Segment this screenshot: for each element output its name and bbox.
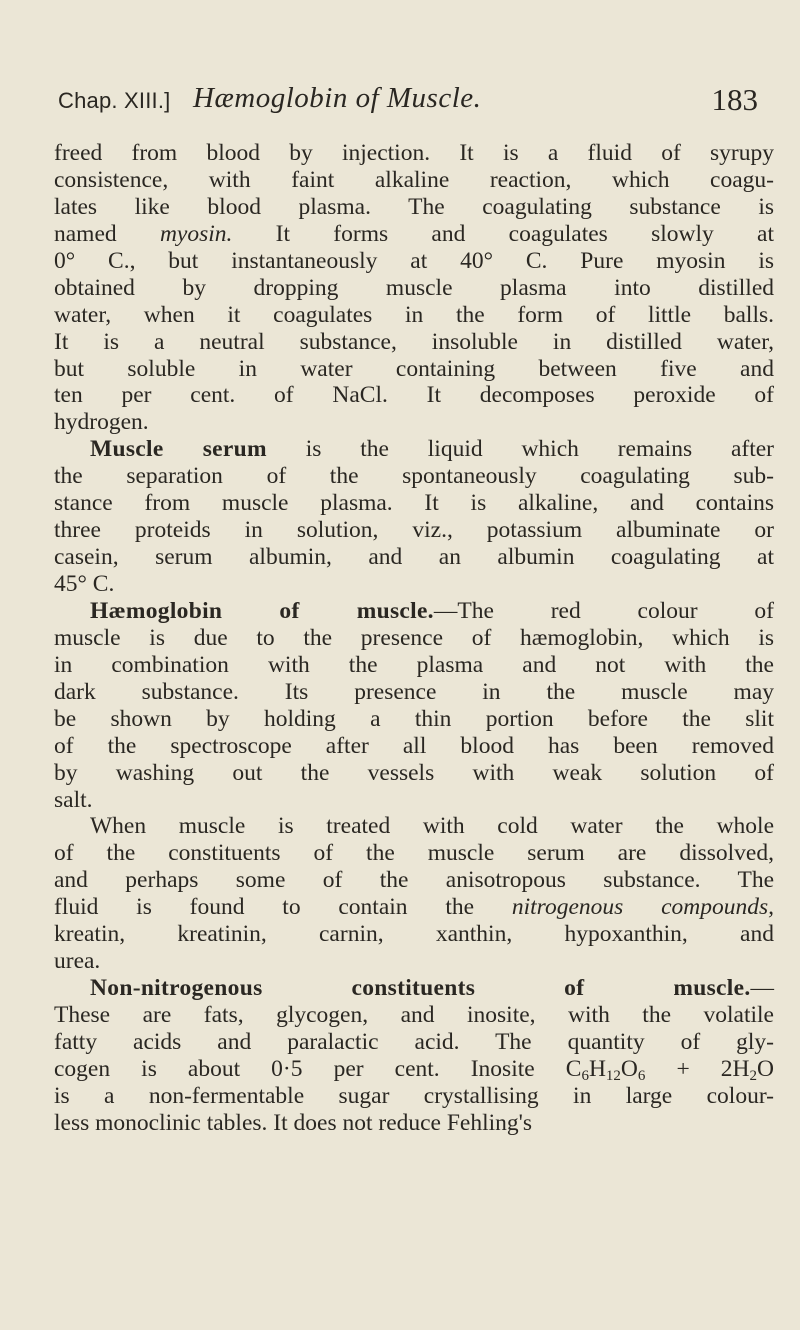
text-line: in combination with the plasma and not with the xyxy=(54,651,774,678)
paragraph-non-nitrogenous xyxy=(54,975,774,1137)
text-line: stance from muscle plasma. It is alkaline, and contains xyxy=(54,490,774,517)
text-line: These are fats, glycogen, and inosite, with the volatile xyxy=(54,1002,774,1028)
text-line: kreatin, kreatinin, carnin, xanthin, hypoxanthin, and xyxy=(54,921,774,948)
text-line: be shown by holding a thin portion before the slit xyxy=(54,705,774,732)
heading-muscle-serum: Muscle serum xyxy=(90,436,267,463)
text-line: freed from blood by injection. It is a fluid of syrupy xyxy=(54,140,774,166)
heading-non-nitrogenous: Non-nitrogenous constituents of muscle. xyxy=(90,975,751,1002)
text-line: of the constituents of the muscle serum are dissolved, xyxy=(54,840,774,867)
page-number: 183 xyxy=(711,82,758,117)
term-myosin: myosin. xyxy=(159,220,233,247)
text-line: When muscle is treated with cold water the whole xyxy=(90,813,774,840)
term-nitrogenous-compounds: nitrogenous compounds, xyxy=(511,894,774,921)
text-line: less monoclinic tables. It does not reduce Fehling's xyxy=(54,1109,533,1136)
text-line: fatty acids and paralactic acid. The quantity of gly- xyxy=(54,1028,774,1055)
text-line: obtained by dropping muscle plasma into distilled xyxy=(54,274,774,301)
text-line: named myosin. It forms and coagulates slowly at xyxy=(54,220,775,247)
text-line: ten per cent. of NaCl. It decomposes peroxide of xyxy=(54,382,774,409)
text-line: salt. xyxy=(54,786,93,813)
paragraph-myosin xyxy=(54,140,774,436)
text-line: Non-nitrogenous constituents of muscle.— xyxy=(90,975,774,1002)
text-line: but soluble in water containing between five and xyxy=(54,355,774,382)
text-line: It is a neutral substance, insoluble in distilled water, xyxy=(54,328,774,355)
text-line: urea. xyxy=(54,948,101,975)
text-line: and perhaps some of the anisotropous substance. The xyxy=(54,867,774,894)
paragraph-muscle-serum xyxy=(54,436,774,598)
text-line: fluid is found to contain the nitrogenous compounds, xyxy=(54,894,774,921)
text-line: dark substance. Its presence in the muscle may xyxy=(54,678,774,705)
text-line: is a non-fermentable sugar crystallising in large colour- xyxy=(54,1082,774,1109)
text-line: casein, serum albumin, and an albumin coagulating at xyxy=(54,544,774,571)
text-line: lates like blood plasma. The coagulating substance is xyxy=(54,193,774,220)
chapter-label: Chap. XIII.] xyxy=(58,88,171,113)
heading-haemoglobin: Hæmoglobin of muscle. xyxy=(90,597,434,624)
text-line: by washing out the vessels with weak solution of xyxy=(54,759,774,786)
text-line: 45° C. xyxy=(54,571,115,597)
text-line: the separation of the spontaneously coagulating sub- xyxy=(54,463,774,490)
text-line: Muscle serum is the liquid which remains after xyxy=(90,436,774,463)
running-header xyxy=(58,82,758,126)
text-line: three proteids in solution, viz., potassium albuminate or xyxy=(54,517,774,544)
paragraph-cold-water xyxy=(54,813,774,975)
text-line: 0° C., but instantaneously at 40° C. Pure myosin is xyxy=(54,247,774,274)
text-line: cogen is about 0·5 per cent. Inosite $C_6H_{12}O_6 + 2H_2O$ xyxy=(54,1055,774,1084)
text-line: consistence, with faint alkaline reaction, which coagu- xyxy=(54,166,774,193)
text-line: of the spectroscope after all blood has been removed xyxy=(54,732,774,759)
running-title: Hæmoglobin of Muscle. xyxy=(193,82,482,114)
text-line: Hæmoglobin of muscle.—The red colour of xyxy=(90,597,774,624)
text-line: muscle is due to the presence of hæmoglobin, which is xyxy=(54,624,774,651)
paragraph-haemoglobin xyxy=(54,598,774,814)
text-line: water, when it coagulates in the form of little balls. xyxy=(54,301,774,328)
text-line: hydrogen. xyxy=(54,409,149,436)
body-text xyxy=(54,140,774,1137)
